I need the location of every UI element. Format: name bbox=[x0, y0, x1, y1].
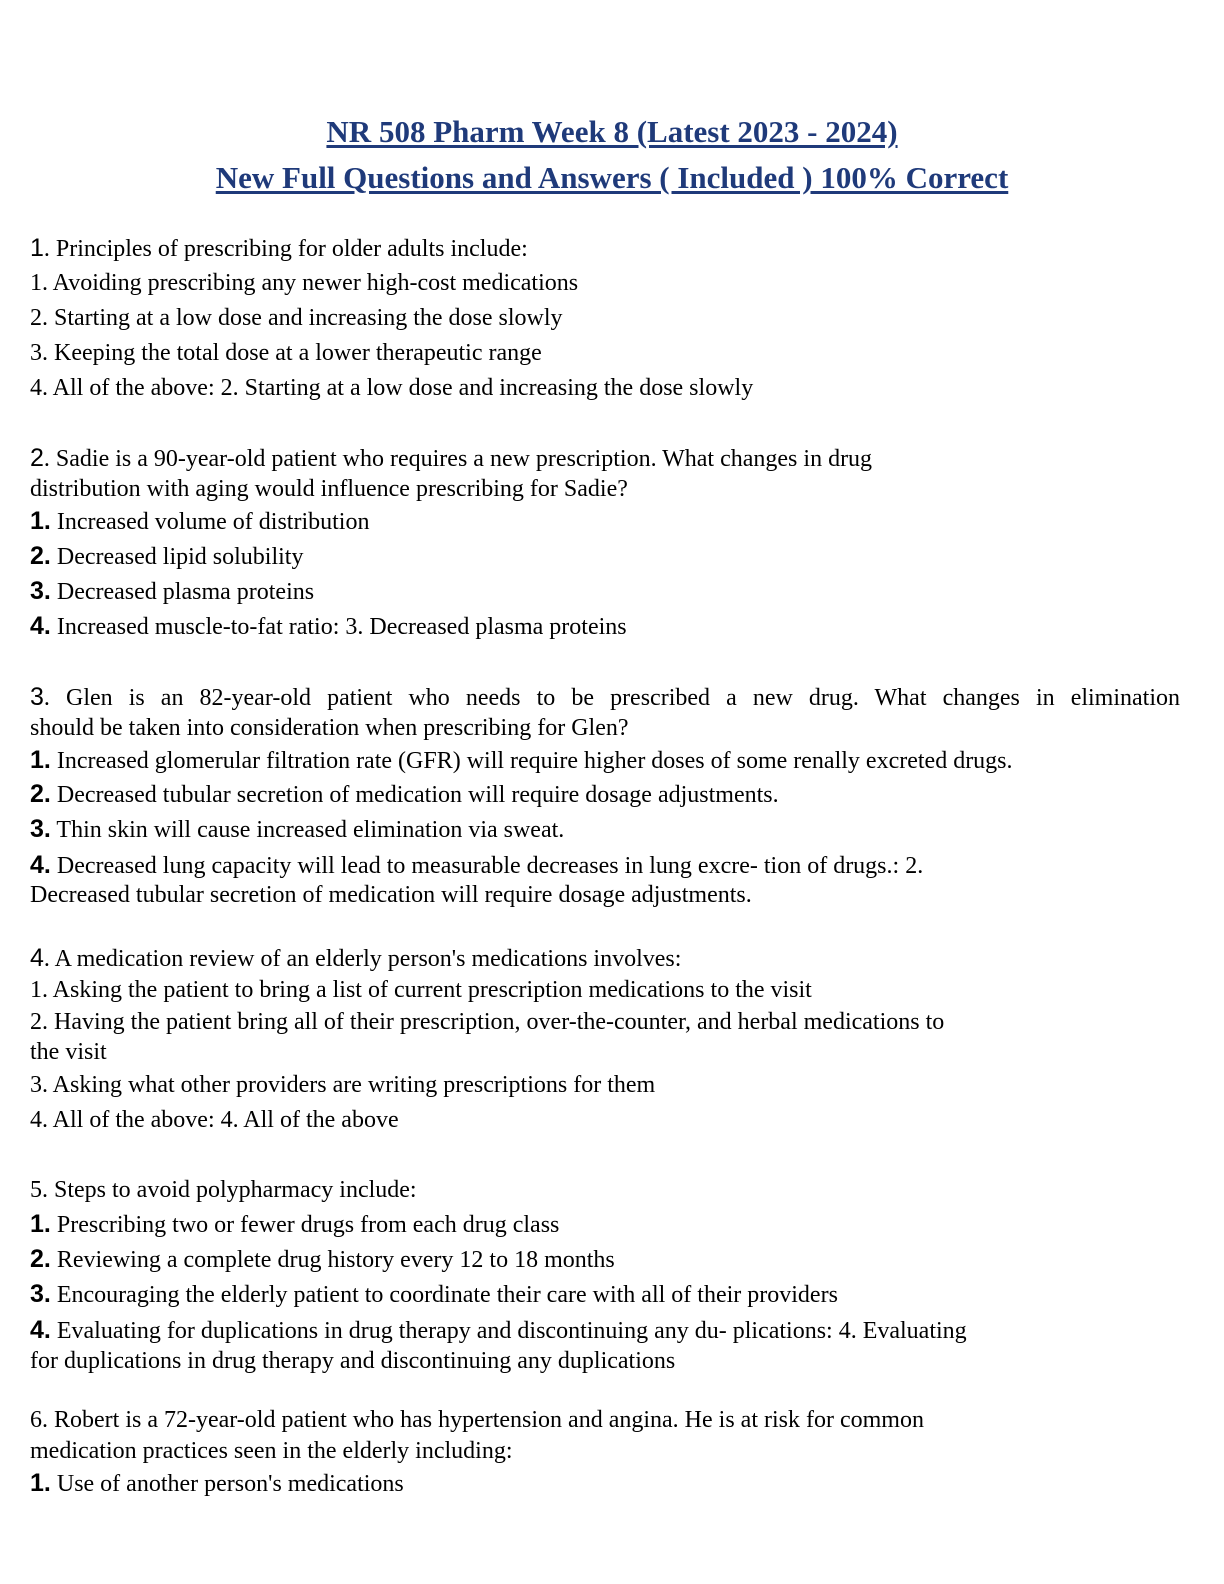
question-1-stem: 1. Principles of prescribing for older adults include: bbox=[30, 234, 528, 262]
question-2-stem-cont: distribution with aging would influence prescribing for Sadie? bbox=[30, 476, 628, 502]
question-3-option-2: 2. Decreased tubular secretion of medication will require dosage adjustments. bbox=[30, 780, 779, 808]
question-5-option-4: 4. Evaluating for duplications in drug therapy and discontinuing any du- plications: 4. Evaluating bbox=[30, 1316, 967, 1344]
question-number: 1 bbox=[30, 234, 44, 262]
question-number: 5. bbox=[30, 1177, 48, 1203]
question-number: 6. bbox=[30, 1407, 48, 1433]
question-number: 3 bbox=[30, 683, 44, 711]
question-2-option-3: 3. Decreased plasma proteins bbox=[30, 577, 315, 605]
question-6-stem-cont: medication practices seen in the elderly including: bbox=[30, 1438, 513, 1464]
question-3-answer-cont: Decreased tubular secretion of medication will require dosage adjustments. bbox=[30, 882, 752, 908]
question-4-option-4-answer: 4. All of the above: 4. All of the above bbox=[30, 1107, 399, 1133]
question-4-option-1: 1. Asking the patient to bring a list of current prescription medications to the visit bbox=[30, 977, 812, 1003]
question-2-option-4-answer: 4. Increased muscle-to-fat ratio: 3. Decreased plasma proteins bbox=[30, 612, 627, 640]
question-5-option-3: 3. Encouraging the elderly patient to coordinate their care with all of their providers bbox=[30, 1280, 838, 1308]
question-3-option-4: 4. Decreased lung capacity will lead to measurable decreases in lung excre- tion of drugs.: 2. bbox=[30, 851, 924, 879]
question-5-option-2: 2. Reviewing a complete drug history every 12 to 18 months bbox=[30, 1245, 615, 1273]
question-4-option-2: 2. Having the patient bring all of their prescription, over-the-counter, and herbal medications to bbox=[30, 1009, 945, 1035]
question-3-stem-cont: should be taken into consideration when prescribing for Glen? bbox=[30, 715, 629, 741]
question-5-option-1: 1. Prescribing two or fewer drugs from each drug class bbox=[30, 1210, 560, 1238]
document-title-line-1: NR 508 Pharm Week 8 (Latest 2023 - 2024) bbox=[326, 114, 898, 149]
question-2-option-2: 2. Decreased lipid solubility bbox=[30, 542, 304, 570]
question-3-option-1: 1. Increased glomerular filtration rate (GFR) will require higher doses of some renally excreted drugs. bbox=[30, 746, 1013, 774]
question-1-option-2: 2. Starting at a low dose and increasing the dose slowly bbox=[30, 305, 563, 331]
question-6-stem: 6. Robert is a 72-year-old patient who has hypertension and angina. He is at risk for common bbox=[30, 1407, 924, 1433]
question-1-option-1: 1. Avoiding prescribing any newer high-cost medications bbox=[30, 270, 579, 296]
question-3-option-3: 3. Thin skin will cause increased elimination via sweat. bbox=[30, 815, 565, 843]
question-4-stem: 4. A medication review of an elderly person's medications involves: bbox=[30, 944, 682, 972]
document-title-line-2: New Full Questions and Answers ( Included ) 100% Correct bbox=[215, 160, 1009, 195]
question-5-answer-cont: for duplications in drug therapy and discontinuing any duplications bbox=[30, 1348, 676, 1374]
question-4-option-2-cont: the visit bbox=[30, 1039, 107, 1065]
question-2-stem: 2. Sadie is a 90-year-old patient who requires a new prescription. What changes in drug bbox=[30, 444, 873, 472]
question-1-option-3: 3. Keeping the total dose at a lower therapeutic range bbox=[30, 340, 542, 366]
question-4-option-3: 3. Asking what other providers are writing prescriptions for them bbox=[30, 1072, 656, 1098]
question-5-stem: 5. Steps to avoid polypharmacy include: bbox=[30, 1177, 417, 1203]
question-1-option-4-answer: 4. All of the above: 2. Starting at a low dose and increasing the dose slowly bbox=[30, 375, 754, 401]
question-2-option-1: 1. Increased volume of distribution bbox=[30, 507, 370, 535]
question-6-option-1: 1. Use of another person's medications bbox=[30, 1469, 404, 1497]
question-number: 2 bbox=[30, 444, 44, 472]
question-3-stem: 3. Glen is an 82-year-old patient who needs to be prescribed a new drug. What changes in elimination bbox=[30, 683, 1180, 711]
question-number: 4 bbox=[30, 944, 44, 972]
